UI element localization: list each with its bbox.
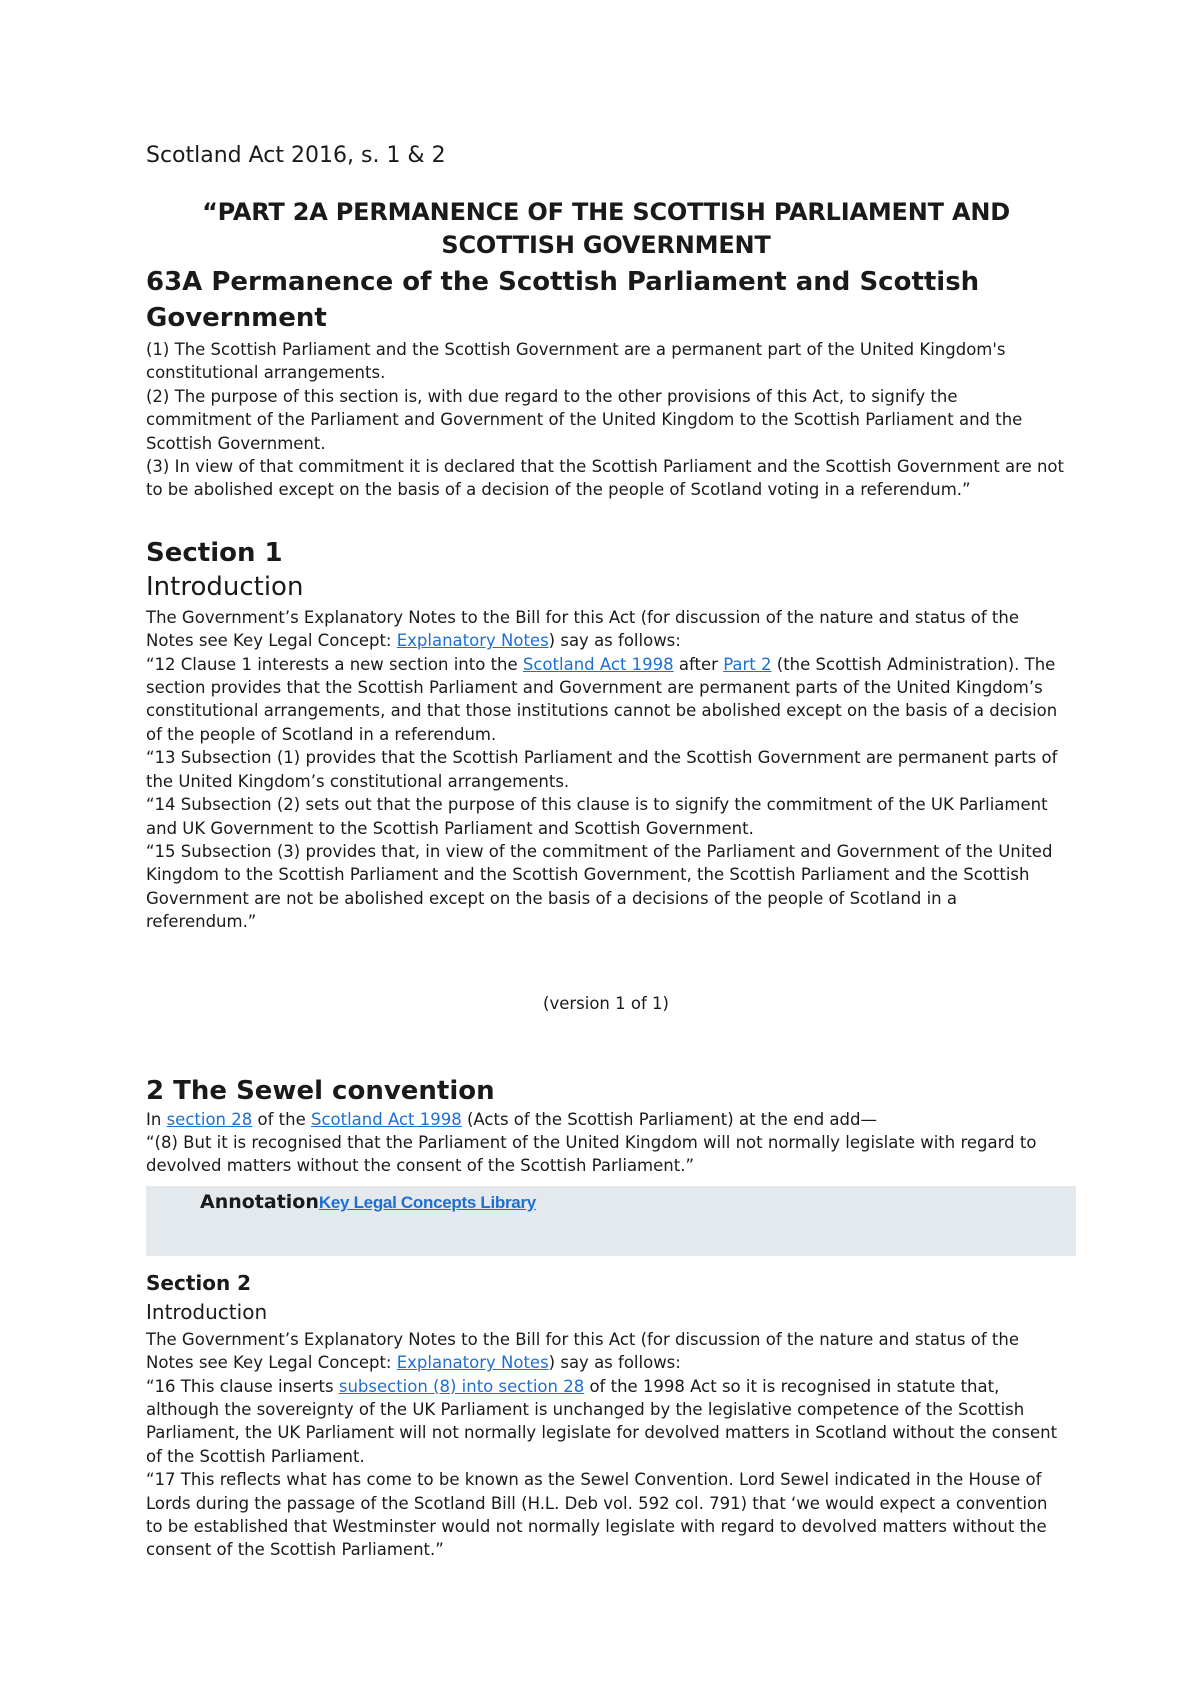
explanatory-notes-link[interactable]: Explanatory Notes [396,631,549,651]
section-1-body [146,606,1066,934]
note-17-paragraph: “17 This reflects what has come to be known as the Sewel Convention. Lord Sewel indicated in the House of Lords during the passage of the Scotland Bill (H.L. Deb vol. 592 col. 791) that ‘we would expect a convention to be established that Westminster would not normally legislate with regard to devolved matters without the consent of the Scottish Parliament.” [146,1470,1048,1560]
note-12-paragraph: “12 Clause 1 interests a new section into the Scotland Act 1998 after Part 2 (the Scottish Administration). The section provides that the Scottish Parliament and Government are permanent parts of the United Kingdom’s constitutional arrangements, and that those institutions cannot be abolished except on the basis of a decision of the people of Scotland in a referendum. [146,654,1058,744]
subsection-8-section-28-link[interactable]: subsection (8) into section 28 [338,1376,585,1396]
version-label: (version 1 of 1) [543,993,669,1013]
key-legal-concepts-library-link[interactable]: Key Legal Concepts Library [318,1192,536,1212]
section-2-title: Section 2 [146,1270,252,1295]
note-16-paragraph: “16 This clause inserts subsection (8) into section 28 of the 1998 Act so it is recognised in statute that, although the sovereignty of the UK Parliament is unchanged by the legislative competence of the Scottish Parliament, the UK Parliament will not normally legislate for devolved matters in Scotland without the consent of the Scottish Parliament. [146,1376,1058,1466]
section-2-body [146,1328,1066,1562]
annotation-row [200,1188,536,1217]
note-15-paragraph: “15 Subsection (3) provides that, in view of the commitment of the Parliament and Government of the United Kingdom to the Scottish Parliament and the Scottish Government, the Scottish Parliament and the Scottish Government are not be abolished except on the basis of a decisions of the people of Scotland in a referendum.” [146,841,1053,932]
sewel-convention-heading: 2 The Sewel convention [146,1075,495,1106]
section-63a-heading: 63A Permanence of the Scottish Parliament and Scottish Government [146,267,980,333]
scotland-act-1998-link[interactable]: Scotland Act 1998 [522,654,674,674]
subsection-1-text: (1) The Scottish Parliament and the Scottish Government are a permanent part of the United Kingdom's constitutional arrangements. [146,340,1006,383]
section-2-introduction-heading: Introduction [146,1299,268,1324]
sewel-line-2: “(8) But it is recognised that the Parliament of the United Kingdom will not normally legislate with regard to devolved matters without the consent of the Scottish Parliament.” [146,1132,1037,1176]
subsection-2-text: (2) The purpose of this section is, with due regard to the other provisions of this Act, to signify the commitment of the Parliament and Government of the United Kingdom to the Scottish Parliament and the Scottish Government. [146,386,1023,453]
scotland-act-1998-link-2[interactable]: Scotland Act 1998 [310,1109,462,1129]
subsection-3-text: (3) In view of that commitment it is declared that the Scottish Parliament and the Scottish Government are not to be abolished except on the basis of a decision of the people of Scotland voting in a referendum.” [146,457,1064,500]
part-2a-heading: “PART 2A PERMANENCE OF THE SCOTTISH PARLIAMENT AND SCOTTISH GOVERNMENT [202,198,1010,259]
section-1-introduction-heading: Introduction [146,571,304,602]
section-2-intro-paragraph: The Government’s Explanatory Notes to the Bill for this Act (for discussion of the nature and status of the Notes see Key Legal Concept: Explanatory Notes) say as follows: [146,1329,1019,1373]
document-header: Scotland Act 2016, s. 1 & 2 [146,143,446,168]
note-14-paragraph: “14 Subsection (2) sets out that the purpose of this clause is to signify the commitment of the UK Parliament and UK Government to the Scottish Parliament and Scottish Government. [146,795,1048,838]
section-1-intro-paragraph: The Government’s Explanatory Notes to the Bill for this Act (for discussion of the nature and status of the Notes see Key Legal Concept: Explanatory Notes) say as follows: [146,607,1019,651]
section-1-title: Section 1 [146,537,283,568]
sewel-convention-body [146,1108,1066,1178]
sewel-line-1: In section 28 of the Scotland Act 1998 (Acts of the Scottish Parliament) at the end add— [146,1109,877,1129]
annotation-box [146,1186,1076,1256]
annotation-label: Annotation [200,1190,319,1213]
section-28-link[interactable]: section 28 [166,1109,253,1129]
explanatory-notes-link-2[interactable]: Explanatory Notes [396,1353,549,1373]
section-63a-body [146,338,1066,502]
document-content [146,140,1066,1562]
note-13-paragraph: “13 Subsection (1) provides that the Scottish Parliament and the Scottish Government are permanent parts of the United Kingdom’s constitutional arrangements. [146,748,1058,791]
part-2-link[interactable]: Part 2 [723,654,772,674]
